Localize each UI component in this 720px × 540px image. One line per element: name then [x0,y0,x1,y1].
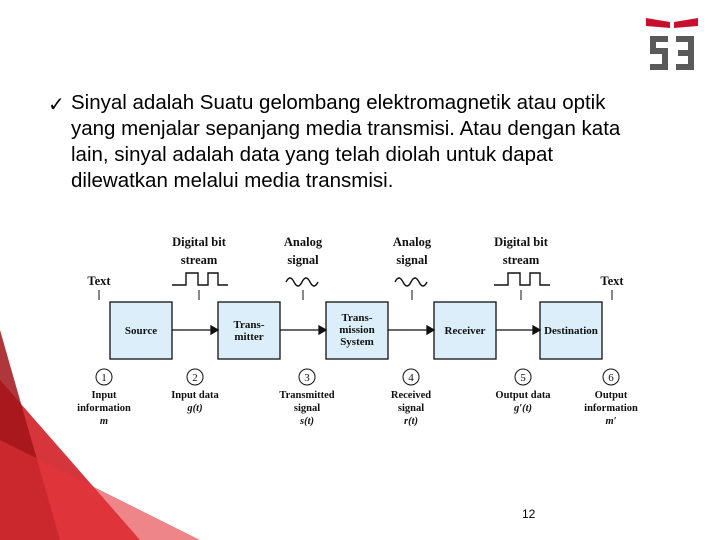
label-digital-bit-stream-2-sub: stream [502,253,540,267]
stage-number: 1 [101,372,107,384]
stage-symbol: s(t) [300,416,314,427]
page-number: 12 [522,507,536,521]
stage-label: Output data [495,390,551,401]
bullet-text [71,90,668,194]
bullet-line: Sinyal adalah Suatu gelombang elektromagnetik atau optik [71,91,606,114]
stage-label: Input [91,390,117,401]
communication-model-diagram [52,222,652,437]
stage-label: information [584,403,638,414]
bullet-line: dilewatkan melalui media transmisi. [71,169,394,192]
label-analog-signal-2: Analog [392,235,432,249]
stage-label: Input data [171,390,219,401]
bullet-point [48,90,668,194]
stage-label: Received [390,390,432,401]
stage-label: Output [594,390,628,401]
label-analog-signal-1-sub: signal [287,253,319,267]
stage-symbol: g′(t) [513,403,533,414]
label-digital-bit-stream-1: Digital bit [172,235,226,249]
source-label: Source [124,325,158,337]
label-analog-signal-2-sub: signal [396,253,428,267]
stage-number: 4 [408,372,414,384]
label-analog-signal-1: Analog [283,235,323,249]
destination-label: Destination [544,325,598,337]
stage-number: 5 [520,372,526,384]
stage-number: 3 [304,372,310,384]
stage-symbol: g(t) [187,403,203,414]
stage-symbol: r(t) [404,416,418,427]
label-text-right: Text [600,274,624,288]
label-digital-bit-stream-1-sub: stream [180,253,218,267]
label-text-left: Text [87,274,111,288]
transmitter-label: mitter [234,331,264,343]
transmission-system-label: Trans- [341,312,373,324]
ministry-logo-icon [640,14,704,78]
stage-label: information [77,403,131,414]
stage-symbol: m [99,416,109,427]
stage-label: signal [293,403,321,414]
stage-number: 6 [608,372,614,384]
label-digital-bit-stream-2: Digital bit [494,235,548,249]
checkmark-icon: ✓ [48,92,65,116]
transmission-system-label: System [340,336,374,348]
bullet-line: lain, sinyal adalah data yang telah diolah untuk dapat [71,143,554,166]
transmission-system-label: mission [339,324,375,336]
stage-symbol: m′ [605,416,617,427]
stage-label: signal [397,403,425,414]
transmitter-label: Trans- [233,319,265,331]
bullet-line: yang menjalar sepanjang media transmisi. Atau dengan kata [71,117,621,140]
receiver-label: Receiver [444,325,486,337]
stage-label: Transmitted [279,390,335,401]
stage-number: 2 [192,372,198,384]
